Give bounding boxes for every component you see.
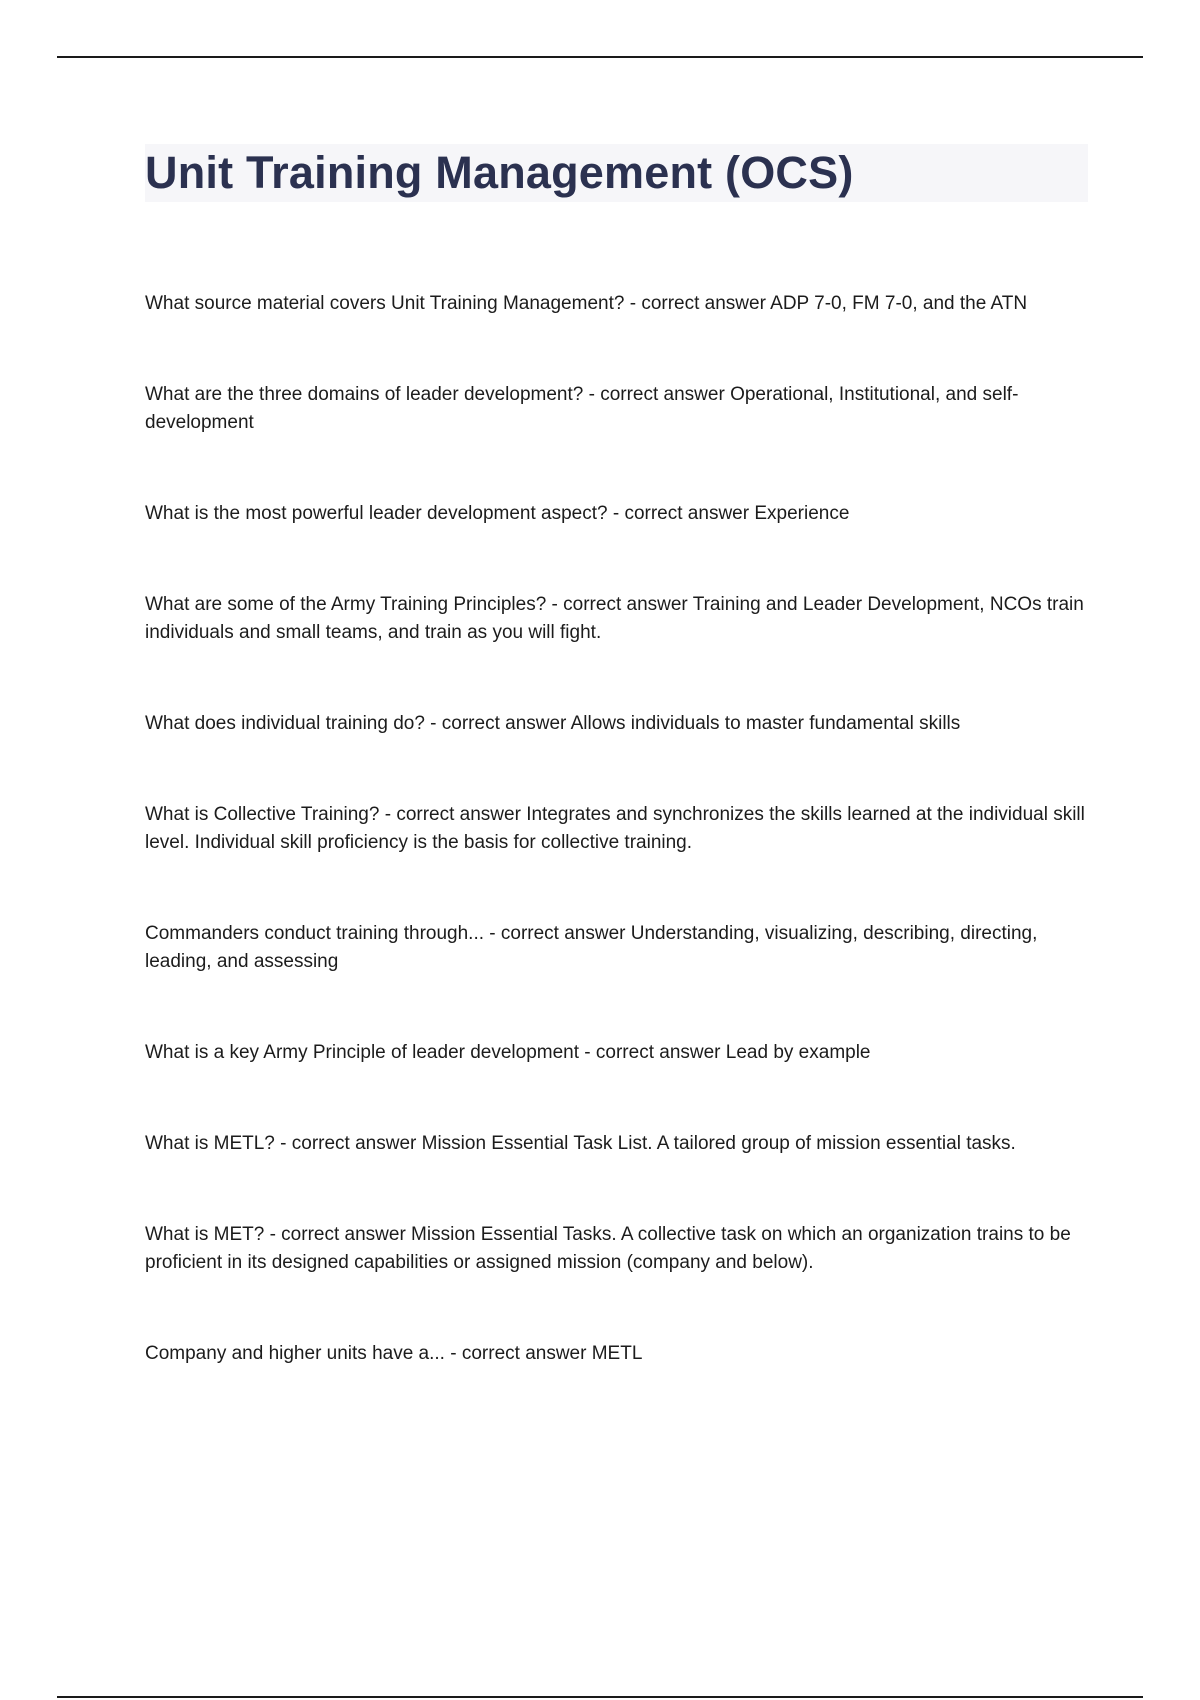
qa-item: What does individual training do? - correct answer Allows individuals to master fundamental skills — [145, 713, 961, 734]
bottom-rule — [57, 1696, 1143, 1698]
qa-item: What is a key Army Principle of leader development - correct answer Lead by example — [145, 1042, 871, 1063]
qa-item: What is MET? - correct answer Mission Essential Tasks. A collective task on which an organization trains to be proficient in its designed capabilities or assigned mission (company and below). — [145, 1224, 1071, 1273]
qa-list — [145, 290, 1090, 1368]
qa-item: What are some of the Army Training Principles? - correct answer Training and Leader Development, NCOs train individuals and small teams, and train as you will fight. — [145, 594, 1084, 643]
document-title: Unit Training Management (OCS) — [145, 147, 854, 198]
top-rule — [57, 56, 1143, 58]
qa-item: Company and higher units have a... - correct answer METL — [145, 1343, 643, 1364]
qa-item: What are the three domains of leader development? - correct answer Operational, Institutional, and self-development — [145, 384, 1019, 433]
qa-item: What is the most powerful leader development aspect? - correct answer Experience — [145, 503, 850, 524]
qa-item: What source material covers Unit Training Management? - correct answer ADP 7-0, FM 7-0, and the ATN — [145, 293, 1028, 314]
qa-item: What is METL? - correct answer Mission Essential Task List. A tailored group of mission essential tasks. — [145, 1133, 1016, 1154]
qa-item: What is Collective Training? - correct answer Integrates and synchronizes the skills learned at the individual skill level. Individual skill proficiency is the basis for collective training. — [145, 804, 1085, 853]
qa-item: Commanders conduct training through... - correct answer Understanding, visualizing, describing, directing, leading, and assessing — [145, 923, 1038, 972]
